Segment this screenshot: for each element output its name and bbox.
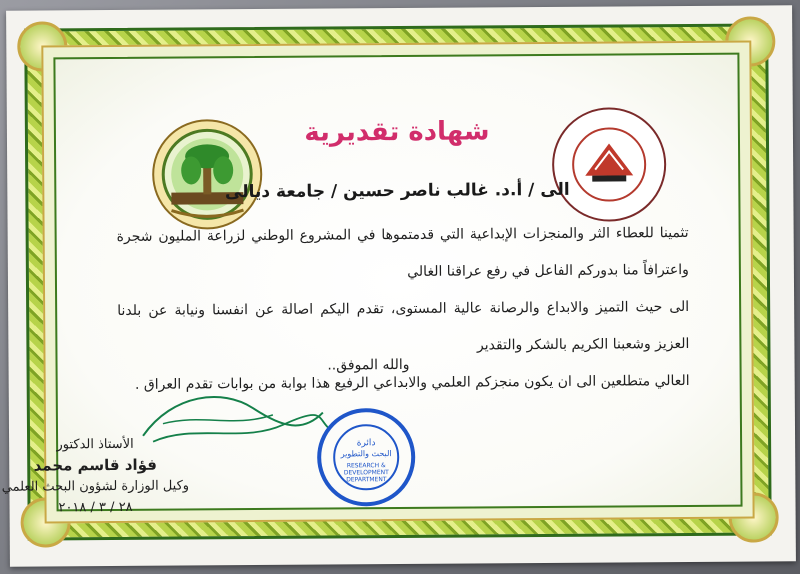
svg-text:DEPARTMENT: DEPARTMENT (346, 476, 387, 484)
certificate-title: شهادة تقديرية (304, 116, 490, 148)
issue-date: ٢٨ / ٣ / ٢٠١٨ (58, 499, 133, 516)
svg-text:البحث والتطوير: البحث والتطوير (340, 449, 392, 459)
handwritten-signature (133, 382, 333, 453)
signatory-role: وكيل الوزارة لشؤون البحث العلمي (1, 478, 190, 495)
svg-text:دائرة: دائرة (356, 438, 376, 449)
signatory-name: فؤاد قاسم محمد (33, 455, 157, 475)
body-line: تثمينا للعطاء الثر والمنجزات الإبداعية التي قدمتموها في المشروع الوطني لزراعة المليون شجرة واعترافاً منا بدوركم الفاعل في رفع عراقنا الغالي (116, 224, 689, 280)
body-line: العالي متطلعين الى ان يكون منجزكم العلمي والابداعي الرفيع هذا بوابة من بوابات تقدم العراق . (134, 372, 690, 393)
closing-phrase: والله الموفق.. (327, 356, 410, 374)
certificate-body (117, 215, 690, 404)
svg-text:RESEARCH &: RESEARCH & (346, 462, 386, 470)
recipient-line: الى / أ.د. غالب ناصر حسين / جامعة ديالى (224, 179, 570, 203)
certificate-panel (1, 53, 742, 516)
ornamental-frame (1, 23, 772, 540)
svg-text:DEVELOPMENT: DEVELOPMENT (343, 469, 389, 477)
body-line: الى حيث التميز والابداع والرصانة عالية المستوى، تقدم اليكم اصالة عن انفسنا ونيابة عن بلدنا العزيز وشعبنا الكريم بالشكر والتقدير (117, 298, 690, 354)
official-stamp (316, 407, 417, 508)
signatory-title: الأستاذ الدكتور (56, 436, 134, 453)
certificate-sheet (1, 5, 796, 566)
frame-border-gold (1, 41, 754, 524)
